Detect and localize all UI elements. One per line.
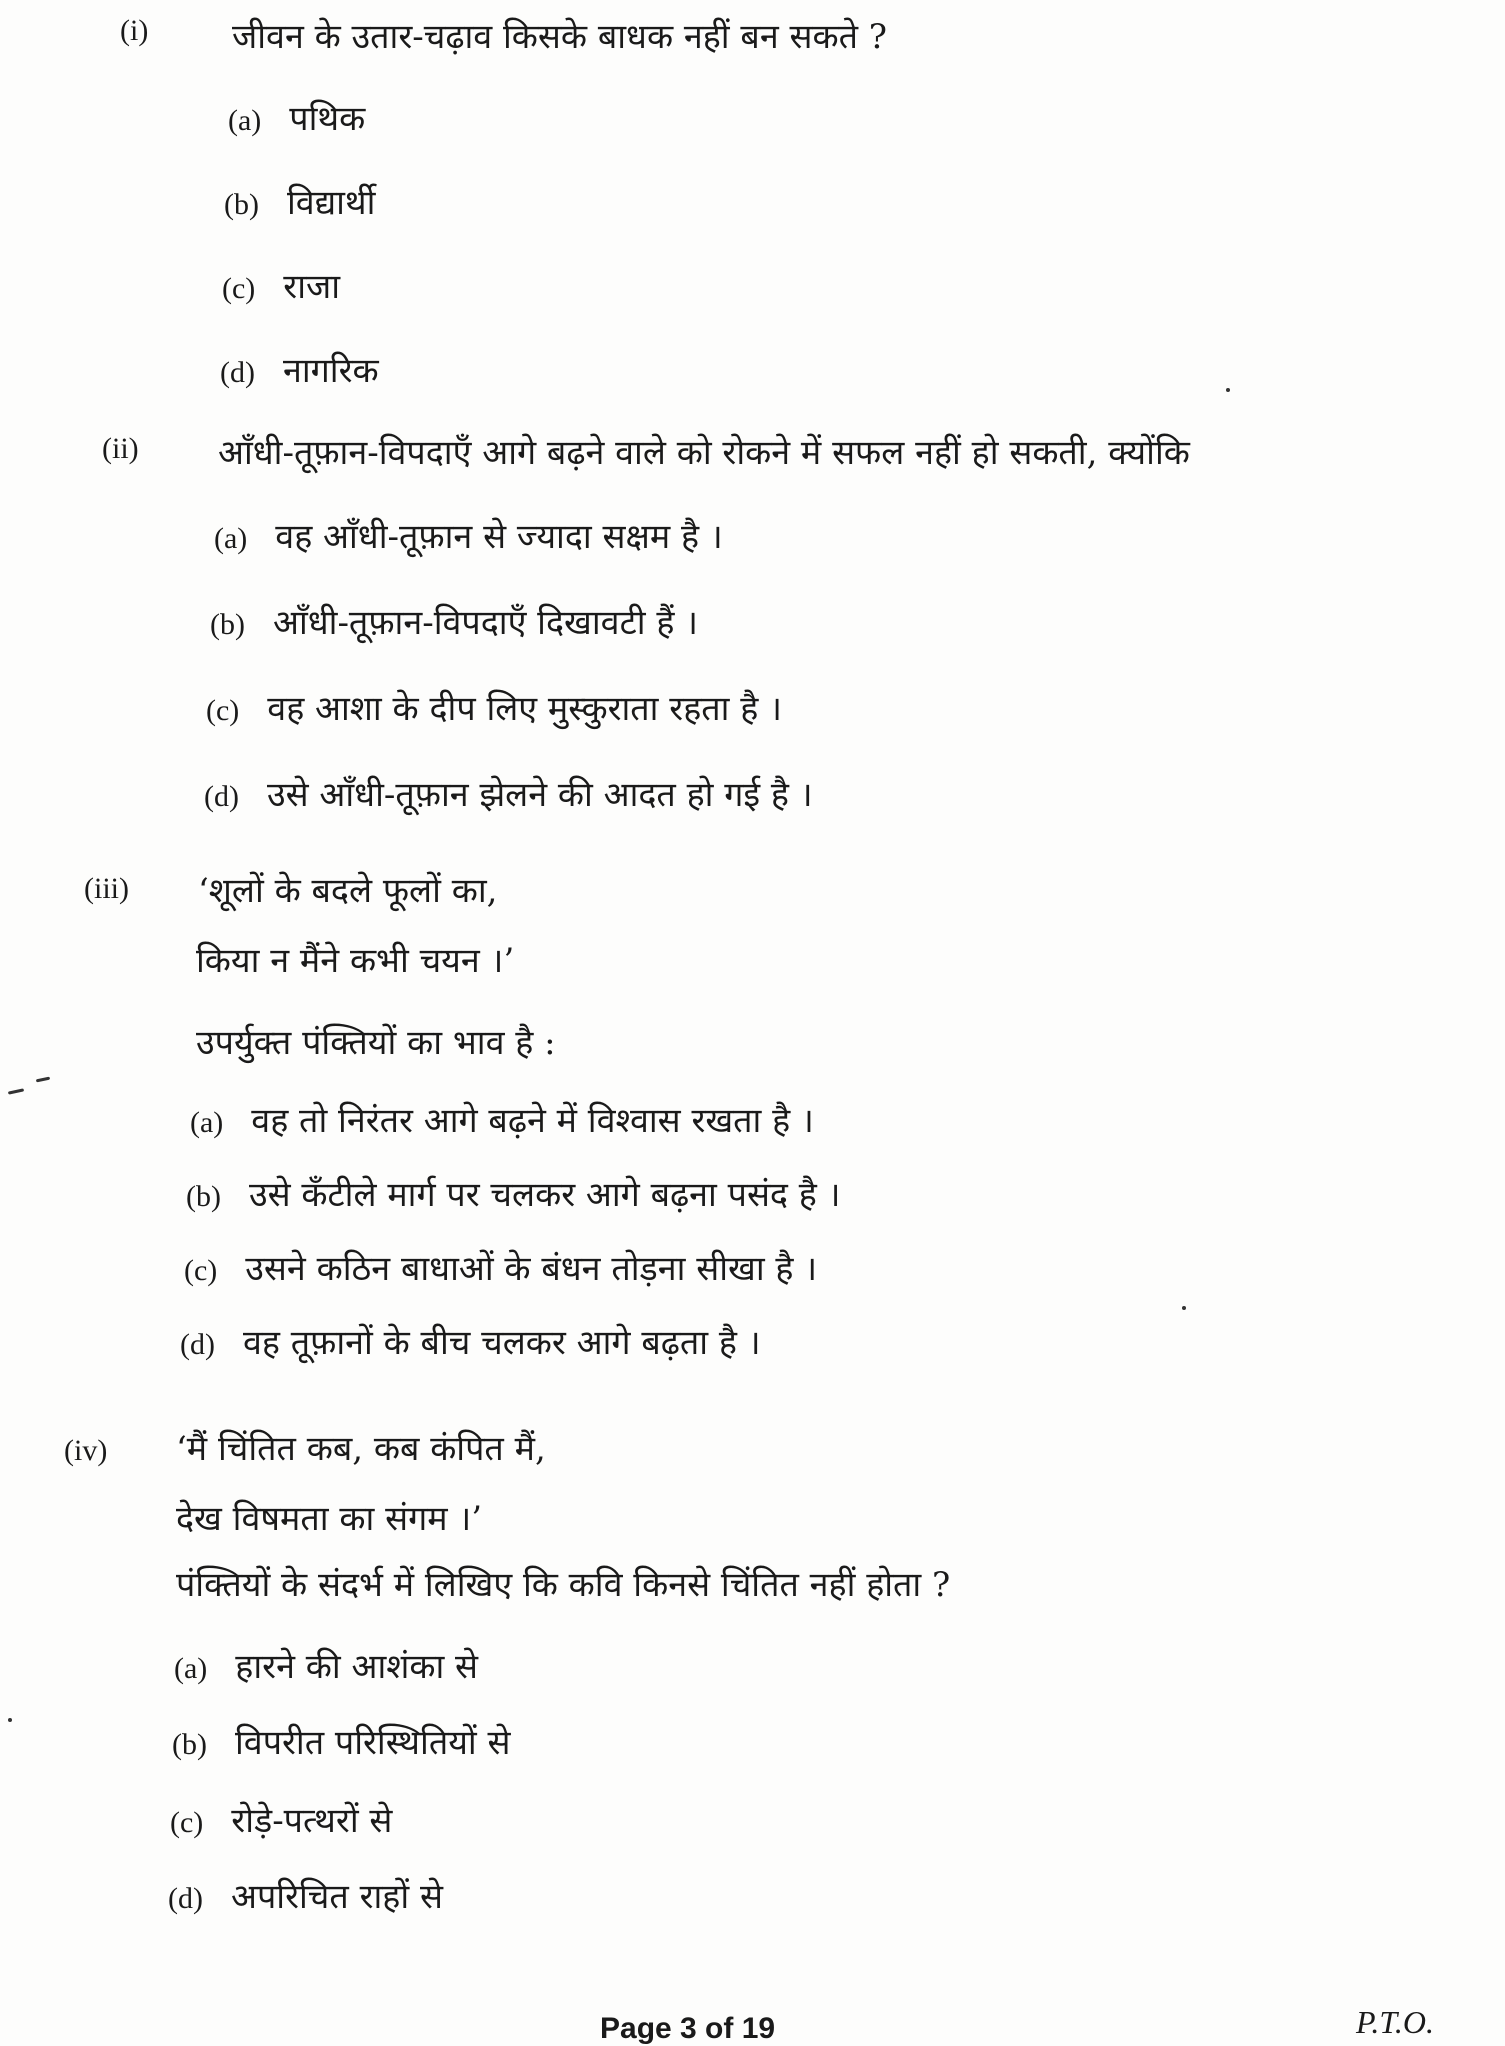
option-text: वह आँधी-तूफ़ान से ज्यादा सक्षम है । (275, 517, 723, 557)
option-text: पथिक (289, 99, 366, 139)
option-label: (c) (222, 272, 256, 305)
option-text: वह आशा के दीप लिए मुस्कुराता रहता है । (267, 689, 782, 729)
option-a[interactable] (174, 1642, 478, 1688)
pto-label: P.T.O. (1356, 2004, 1434, 2040)
scan-speck (8, 1088, 24, 1094)
option-text: हारने की आशंका से (235, 1647, 479, 1687)
question-text-line-1: ‘शूलों के बदले फूलों का, (198, 871, 498, 911)
question-text: जीवन के उतार-चढ़ाव किसके बाधक नहीं बन सकते ? (232, 17, 888, 57)
question-number: (i) (120, 14, 149, 47)
option-label: (a) (214, 522, 248, 555)
question-prompt: पंक्तियों के संदर्भ में लिखिए कि कवि किनसे चिंतित नहीं होता ? (176, 1565, 951, 1605)
option-d[interactable] (204, 770, 813, 816)
option-label: (b) (224, 188, 259, 221)
option-label: (d) (180, 1328, 215, 1361)
question-text-line-2: किया न मैंने कभी चयन ।’ (196, 941, 515, 981)
option-text: उसे आँधी-तूफ़ान झेलने की आदत हो गई है । (266, 775, 813, 815)
option-text: राजा (283, 267, 341, 307)
question-number: (iii) (84, 872, 129, 905)
question-prompt: उपर्युक्त पंक्तियों का भाव है : (196, 1023, 556, 1063)
question-text-line-1: ‘मैं चिंतित कब, कब कंपित मैं, (176, 1429, 546, 1469)
option-text: अपरिचित राहों से (230, 1877, 443, 1917)
option-a[interactable] (228, 94, 365, 140)
option-b[interactable] (224, 178, 375, 224)
option-text: रोड़े-पत्थरों से (231, 1801, 393, 1841)
option-label: (b) (186, 1180, 221, 1213)
scan-speck (1182, 1306, 1186, 1310)
option-text: वह तूफ़ानों के बीच चलकर आगे बढ़ता है । (242, 1323, 761, 1363)
option-text: उसे कँटीले मार्ग पर चलकर आगे बढ़ना पसंद है । (248, 1175, 841, 1215)
option-label: (d) (220, 356, 255, 389)
option-label: (c) (206, 694, 240, 727)
option-text: उसने कठिन बाधाओं के बंधन तोड़ना सीखा है । (245, 1249, 818, 1289)
question-number: (ii) (102, 432, 139, 465)
option-label: (c) (184, 1254, 218, 1287)
option-label: (a) (190, 1106, 224, 1139)
page-number: Page 3 of 19 (600, 2012, 776, 2045)
option-c[interactable] (222, 262, 340, 308)
scan-speck (36, 1077, 50, 1083)
option-label: (c) (170, 1806, 204, 1839)
option-label: (d) (204, 780, 239, 813)
option-text: आँधी-तूफ़ान-विपदाएँ दिखावटी हैं । (272, 603, 699, 643)
option-label: (a) (174, 1652, 208, 1685)
option-label: (b) (210, 608, 245, 641)
option-text: नागरिक (282, 351, 379, 391)
option-text: वह तो निरंतर आगे बढ़ने में विश्वास रखता है । (251, 1101, 814, 1141)
question-text: आँधी-तूफ़ान-विपदाएँ आगे बढ़ने वाले को रोकने में सफल नहीं हो सकती, क्योंकि (218, 433, 1190, 473)
option-a[interactable] (190, 1096, 814, 1142)
option-b[interactable] (210, 598, 698, 644)
option-d[interactable] (220, 346, 379, 392)
option-c[interactable] (206, 684, 782, 730)
option-b[interactable] (172, 1718, 511, 1764)
option-label: (b) (172, 1728, 207, 1761)
option-label: (d) (168, 1882, 203, 1915)
option-a[interactable] (214, 512, 723, 558)
option-label: (a) (228, 104, 262, 137)
option-b[interactable] (186, 1170, 841, 1216)
option-c[interactable] (184, 1244, 817, 1290)
question-number: (iv) (64, 1434, 108, 1467)
question-text-line-2: देख विषमता का संगम ।’ (176, 1499, 483, 1539)
option-text: विद्यार्थी (286, 183, 376, 223)
option-c[interactable] (170, 1796, 392, 1842)
option-d[interactable] (168, 1872, 443, 1918)
scan-speck (1226, 388, 1230, 392)
option-d[interactable] (180, 1318, 761, 1364)
scan-speck (8, 1718, 12, 1722)
option-text: विपरीत परिस्थितियों से (234, 1723, 511, 1763)
